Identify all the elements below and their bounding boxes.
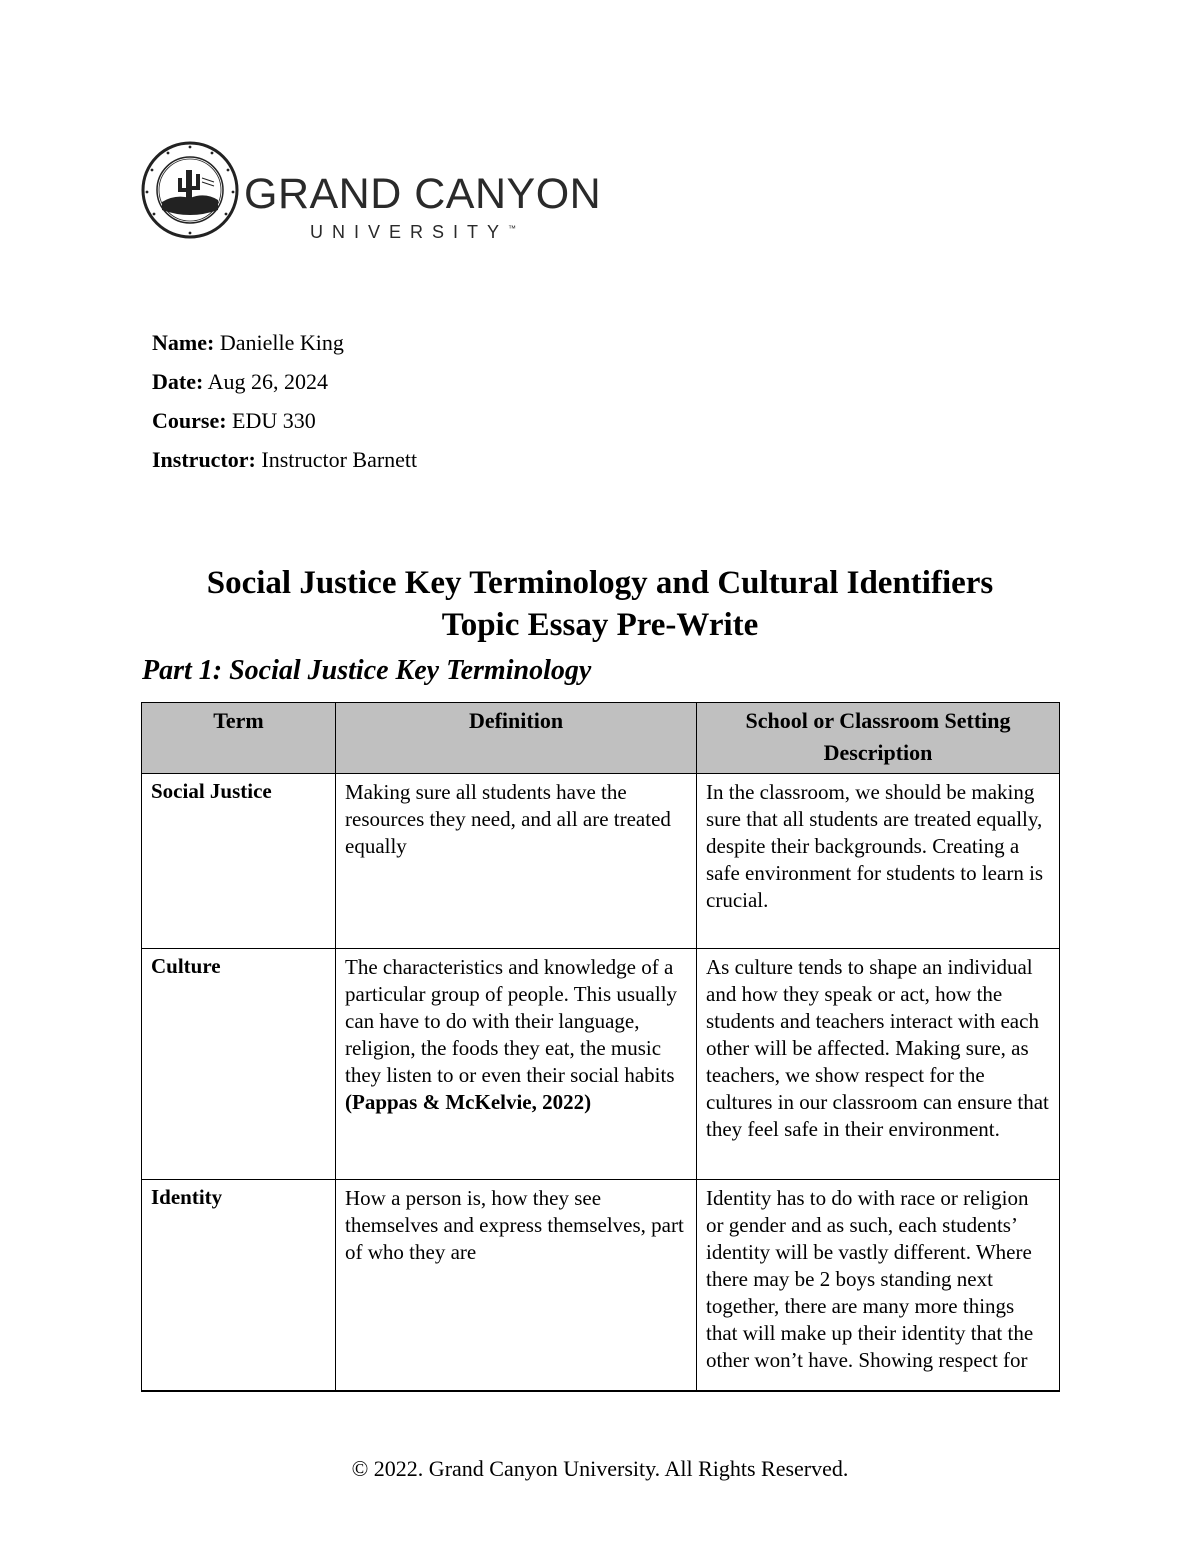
- name-value: Danielle King: [219, 330, 344, 355]
- document-title: [0, 562, 1200, 646]
- instructor-label: Instructor:: [152, 447, 256, 472]
- definition-citation: (Pappas & McKelvie, 2022): [345, 1090, 592, 1114]
- definition-cell: [336, 1180, 697, 1392]
- definition-text: How a person is, how they see themselves and express themselves, part of who they are: [345, 1186, 684, 1264]
- header-description: School or Classroom Setting Description: [697, 703, 1060, 774]
- instructor-value: Instructor Barnett: [261, 447, 418, 472]
- table-row: [142, 774, 1060, 949]
- description-cell: In the classroom, we should be making sure that all students are treated equally, despite their backgrounds. Creating a safe environment for students to learn is crucial.: [697, 774, 1060, 949]
- logo-subwordmark: UNIVERSITY™: [310, 222, 517, 242]
- definition-text: The characteristics and knowledge of a particular group of people. This usually can have to do with their language, religion, the foods they eat, the music they listen to or even their social habits: [345, 955, 678, 1087]
- university-logo: [140, 140, 602, 242]
- instructor-line: [152, 445, 417, 484]
- title-line-2: Topic Essay Pre-Write: [441, 607, 759, 643]
- definition-text: Making sure all students have the resources they need, and all are treated equally: [345, 780, 671, 858]
- table-row: [142, 1180, 1060, 1392]
- date-label: Date:: [152, 369, 204, 394]
- header-term: Term: [142, 703, 336, 774]
- part-1-heading: Part 1: Social Justice Key Terminology: [142, 655, 592, 686]
- name-line: [152, 328, 417, 367]
- header-definition: Definition: [336, 703, 697, 774]
- copyright-footer: © 2022. Grand Canyon University. All Rights Reserved.: [351, 1456, 849, 1481]
- definition-cell: [336, 949, 697, 1180]
- student-info: [152, 328, 417, 484]
- table-row: [142, 949, 1060, 1180]
- terminology-table: [141, 702, 1060, 1392]
- course-label: Course:: [152, 408, 227, 433]
- university-seal-icon: [140, 140, 240, 240]
- description-cell: As culture tends to shape an individual and how they speak or act, how the students and teachers interact with each other will be affected. Making sure, as teachers, we show respect for the cultures in our classroom can ensure that they feel safe in their environment.: [697, 949, 1060, 1180]
- term-cell: Social Justice: [142, 774, 336, 949]
- definition-cell: [336, 774, 697, 949]
- logo-wordmark: GRAND CANYON: [244, 170, 602, 218]
- date-value: Aug 26, 2024: [207, 369, 328, 394]
- title-line-1: Social Justice Key Terminology and Cultural Identifiers: [206, 565, 994, 601]
- page-bottom-margin: [130, 1402, 1070, 1462]
- term-cell: Culture: [142, 949, 336, 1180]
- term-cell: Identity: [142, 1180, 336, 1392]
- course-value: EDU 330: [232, 408, 316, 433]
- name-label: Name:: [152, 330, 215, 355]
- table-header-row: [142, 703, 1060, 774]
- date-line: [152, 367, 417, 406]
- description-cell: Identity has to do with race or religion or gender and as such, each students’ identity will be vastly different. Where there may be 2 boys standing next together, there are many more things that will make up their identity that the other won’t have. Showing respect for: [697, 1180, 1060, 1392]
- course-line: [152, 406, 417, 445]
